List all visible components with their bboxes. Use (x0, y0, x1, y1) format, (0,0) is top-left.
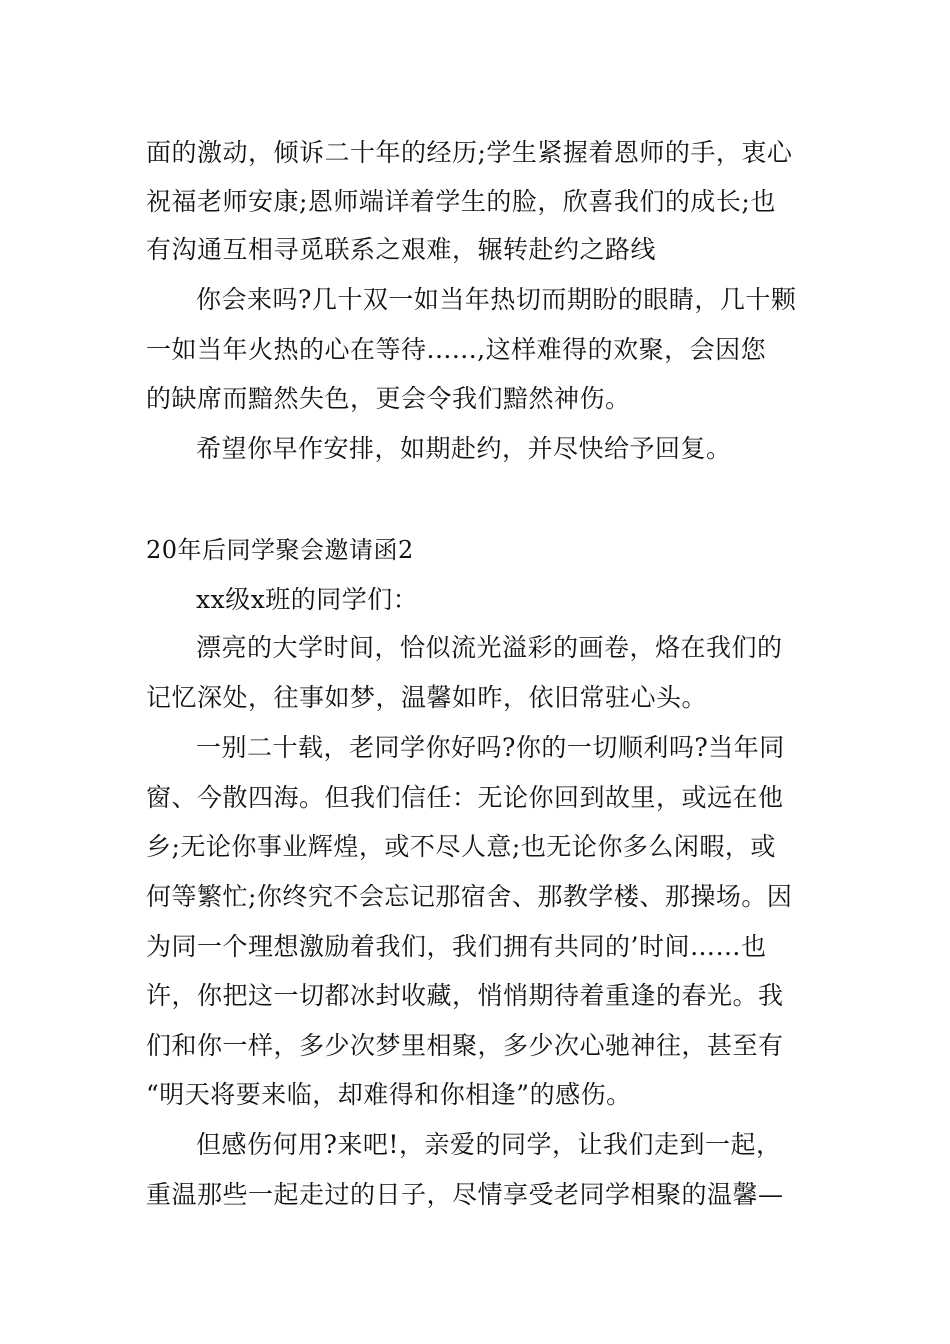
paragraph-line: 为同一个理想激励着我们，我们拥有共同的’时间……也 (146, 932, 767, 961)
paragraph-line: 有沟通互相寻觅联系之艰难，辗转赴约之路线 (146, 235, 657, 264)
paragraph-line: 但感伤何用?来吧!，亲爱的同学，让我们走到一起， (196, 1130, 782, 1159)
paragraph-line: 们和你一样，多少次梦里相聚，多少次心驰神往，甚至有 (146, 1031, 784, 1060)
paragraph-line: 许，你把这一切都冰封收藏，悄悄期待着重逢的春光。我 (146, 981, 784, 1010)
paragraph-line: 何等繁忙;你终究不会忘记那宿舍、那教学楼、那操场。因 (146, 882, 793, 911)
paragraph-line: 一别二十载，老同学你好吗?你的一切顺利吗?当年同 (196, 733, 785, 762)
section-title: 20年后同学聚会邀请函2 (146, 536, 414, 564)
paragraph-line: 重温那些一起走过的日子，尽情享受老同学相聚的温馨— (146, 1180, 784, 1209)
paragraph-line: 乡;无论你事业辉煌，或不尽人意;也无论你多么闲暇，或 (146, 832, 776, 861)
paragraph-line: 记忆深处，往事如梦，温馨如昨，依旧常驻心头。 (146, 683, 708, 712)
paragraph-line: 的缺席而黯然失色，更会令我们黯然神伤。 (146, 384, 631, 413)
paragraph-line: 窗、今散四海。但我们信任：无论你回到故里，或远在他 (146, 783, 784, 812)
paragraph-line: 祝福老师安康;恩师端详着学生的脸，欣喜我们的成长;也 (146, 187, 776, 216)
paragraph-line: 希望你早作安排，如期赴约，并尽快给予回复。 (196, 434, 732, 463)
paragraph-line: 漂亮的大学时间，恰似流光溢彩的画卷，烙在我们的 (196, 633, 783, 662)
paragraph-line: 面的激动，倾诉二十年的经历;学生紧握着恩师的手，衷心 (146, 138, 793, 167)
paragraph-line: 一如当年火热的心在等待......,这样难得的欢聚，会因您 (146, 335, 767, 364)
salutation: xx级x班的同学们： (196, 585, 419, 614)
paragraph-line: “明天将要来临，却难得和你相逢”的感伤。 (146, 1080, 632, 1109)
paragraph-line: 你会来吗?几十双一如当年热切而期盼的眼睛，几十颗 (196, 285, 797, 314)
